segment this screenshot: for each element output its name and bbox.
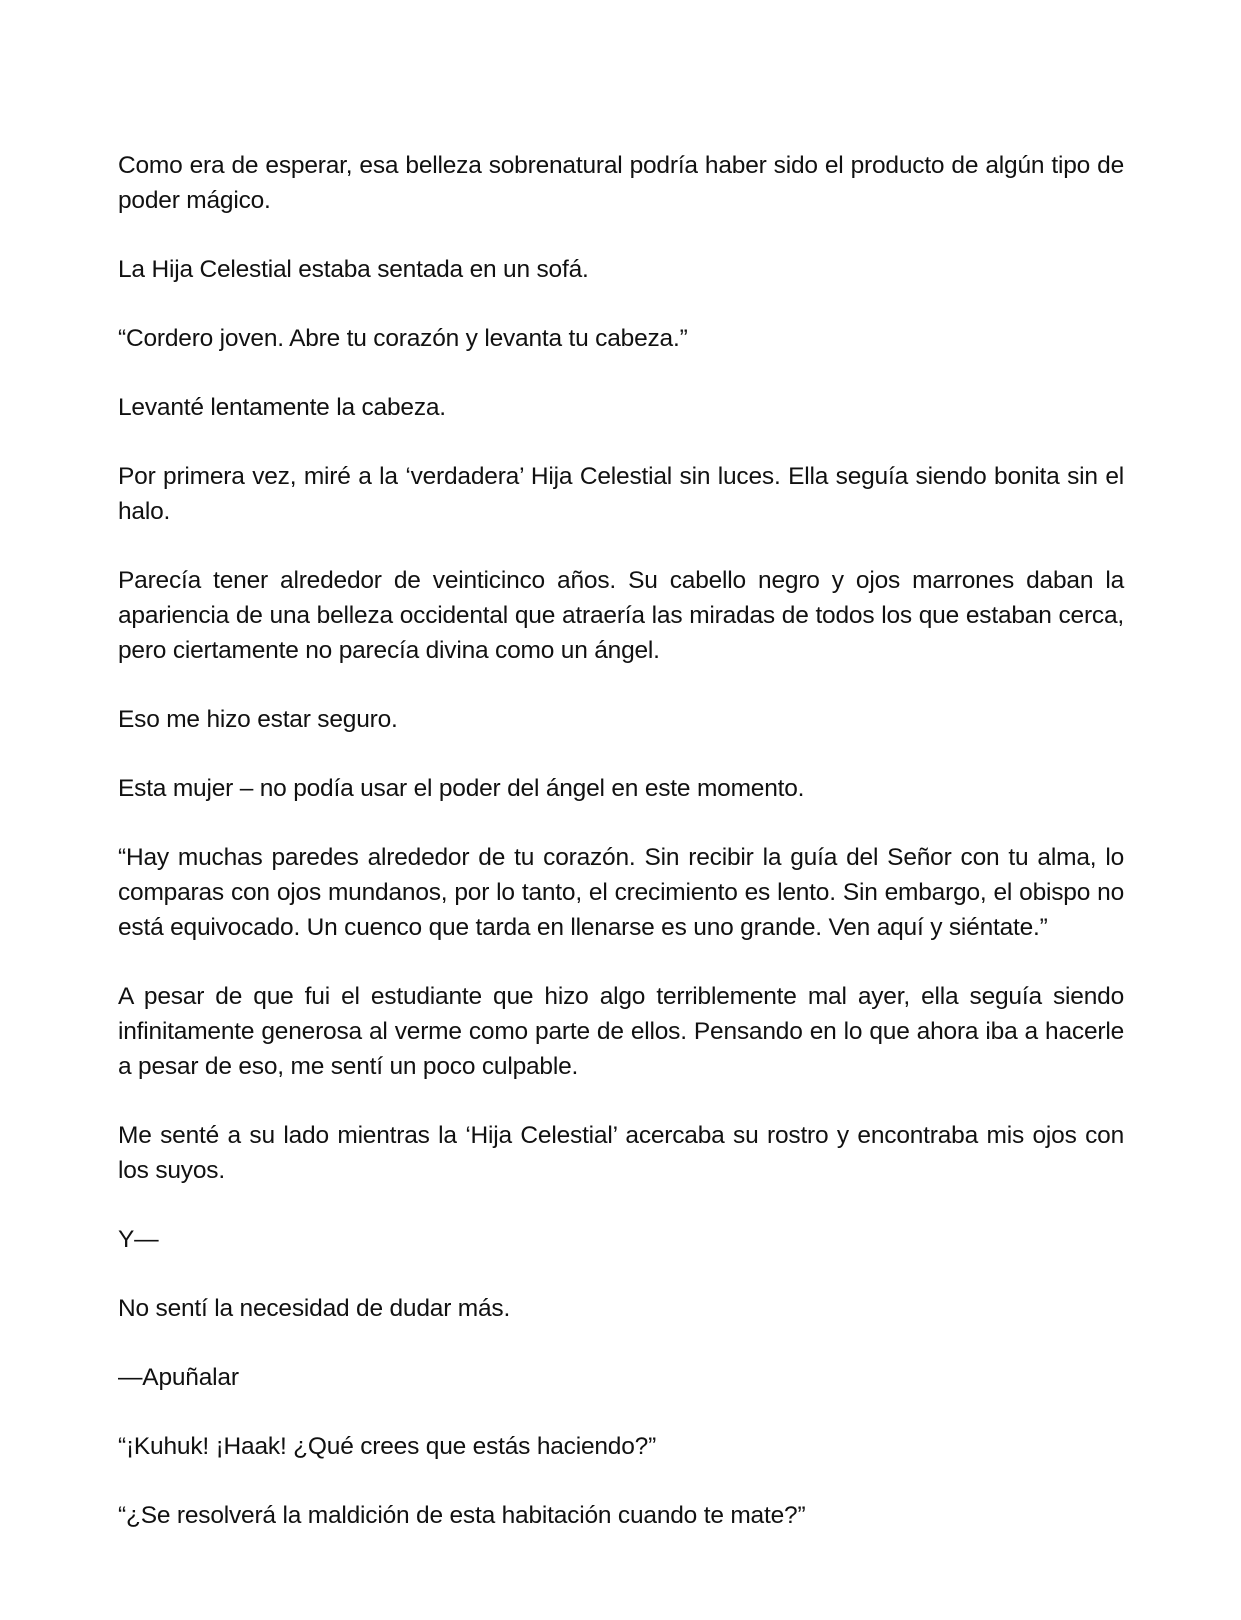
paragraph-12: Y— bbox=[118, 1226, 159, 1253]
paragraph-11: Me senté a su lado mientras la ‘Hija Celestial’ acercaba su rostro y encontraba mis ojos con los suyos. bbox=[118, 1122, 1124, 1184]
paragraph-13: No sentí la necesidad de dudar más. bbox=[118, 1295, 511, 1322]
paragraph-15: “¡Kuhuk! ¡Haak! ¿Qué crees que estás haciendo?” bbox=[118, 1433, 657, 1460]
paragraph-2: La Hija Celestial estaba sentada en un sofá. bbox=[118, 256, 589, 283]
paragraph-4: Levanté lentamente la cabeza. bbox=[118, 394, 446, 421]
paragraph-1: Como era de esperar, esa belleza sobrenatural podría haber sido el producto de algún tipo de poder mágico. bbox=[118, 152, 1124, 214]
paragraph-3: “Cordero joven. Abre tu corazón y levanta tu cabeza.” bbox=[118, 325, 688, 352]
paragraph-10: A pesar de que fui el estudiante que hizo algo terriblemente mal ayer, ella seguía siendo infinitamente generosa al verme como parte de ellos. Pensando en lo que ahora iba a hacerle a pesar de eso, me sentí un poco culpable. bbox=[118, 983, 1124, 1080]
paragraph-9: “Hay muchas paredes alrededor de tu corazón. Sin recibir la guía del Señor con tu alma, lo comparas con ojos mundanos, por lo tanto, el crecimiento es lento. Sin embargo, el obispo no está equivocado. Un cuenco que tarda en llenarse es uno grande. Ven aquí y siéntate.” bbox=[118, 844, 1124, 941]
paragraph-7: Eso me hizo estar seguro. bbox=[118, 706, 398, 733]
paragraph-14: —Apuñalar bbox=[118, 1364, 239, 1391]
paragraph-16: “¿Se resolverá la maldición de esta habitación cuando te mate?” bbox=[118, 1502, 806, 1529]
paragraph-5: Por primera vez, miré a la ‘verdadera’ Hija Celestial sin luces. Ella seguía siendo bonita sin el halo. bbox=[118, 463, 1124, 525]
document-page bbox=[118, 148, 1124, 1533]
paragraph-8: Esta mujer – no podía usar el poder del ángel en este momento. bbox=[118, 775, 805, 802]
paragraph-6: Parecía tener alrededor de veinticinco años. Su cabello negro y ojos marrones daban la apariencia de una belleza occidental que atraería las miradas de todos los que estaban cerca, pero ciertamente no parecía divina como un ángel. bbox=[118, 567, 1124, 664]
